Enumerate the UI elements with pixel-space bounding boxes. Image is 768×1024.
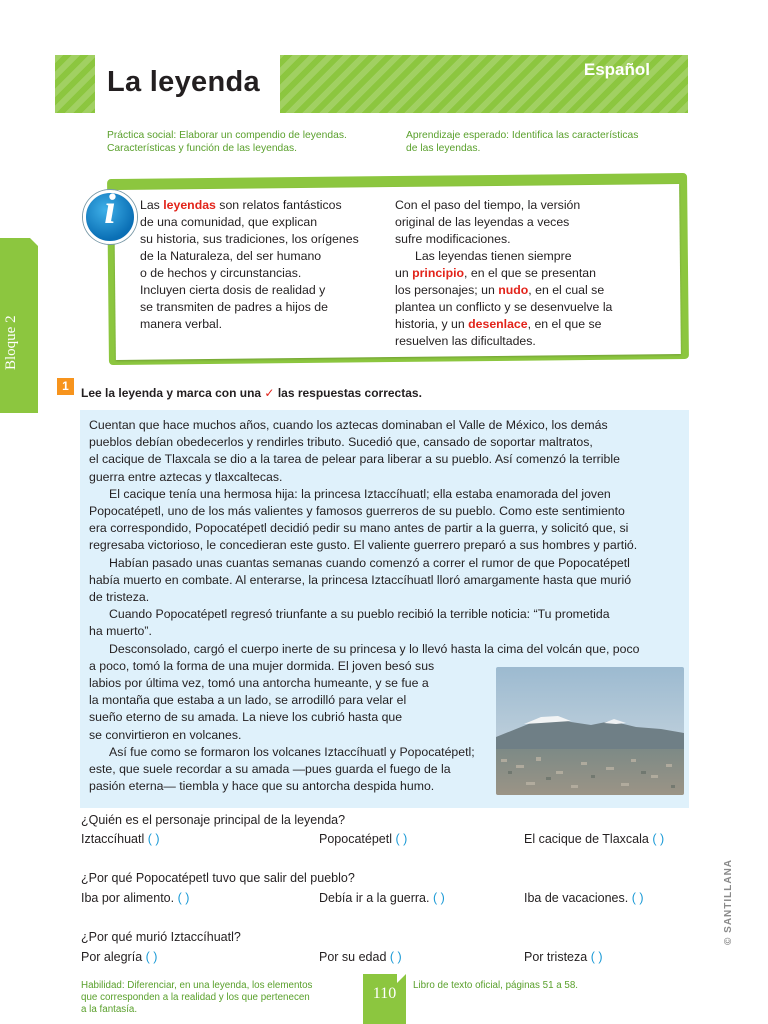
story-line: Cuentan que hace muchos años, cuando los aztecas dominaban el Valle de México, los demás [89, 418, 608, 432]
info-structure [395, 197, 675, 350]
story-line: guerra entre aztecas y tlaxcaltecas. [89, 469, 283, 484]
answer-checkbox[interactable]: ( ) [395, 832, 408, 846]
answer-option [81, 832, 160, 846]
story-line: sueño eterno de su amada. La nieve los cubrió hasta que [89, 710, 403, 725]
text-line: Con el paso del tiempo, la versión [395, 198, 581, 212]
story-line: labios por última vez, tomó una antorcha humeante, y se fue a [89, 676, 429, 691]
answer-label: Debía ir a la guerra. [319, 891, 430, 905]
text: historia, y un [395, 317, 469, 331]
meta-right-line: Aprendizaje esperado: Identifica las características [406, 130, 639, 141]
text-line: su historia, sus tradiciones, los orígenes [140, 232, 359, 246]
answer-checkbox[interactable]: ( ) [177, 891, 190, 905]
text-line: se transmiten de padres a hijos de [140, 300, 328, 314]
text-line: original de las leyendas a veces [395, 215, 570, 229]
volcanoes-illustration [496, 667, 684, 795]
textbook-reference: Libro de texto oficial, páginas 51 a 58. [413, 980, 579, 991]
block-tab-fold [30, 238, 38, 246]
exercise-instruction [81, 386, 422, 400]
answer-option [319, 950, 402, 964]
text-line: Incluyen cierta dosis de realidad y [140, 283, 326, 297]
volcanoes-photo [496, 667, 684, 795]
skill-line: a la fantasía. [81, 1003, 138, 1015]
answer-option [319, 891, 445, 905]
answer-option [524, 832, 664, 846]
story-line: ha muerto”. [89, 624, 152, 639]
text: , en el cual se [528, 283, 605, 297]
text-line: sufre modificaciones. [395, 232, 511, 246]
question-3: ¿Por qué murió Iztaccíhuatl? [81, 930, 241, 944]
story-line: Popocatépetl, uno de los más valientes y famosos guerreros de su pueblo. Como este sentimiento [89, 504, 625, 519]
keyword-principio: principio [412, 266, 465, 280]
story-line: Cuando Popocatépetl regresó triunfante a su pueblo recibió la terrible noticia: “Tu prometida [109, 607, 610, 622]
answer-label: El cacique de Tlaxcala [524, 832, 649, 846]
answer-label: Iba por alimento. [81, 891, 175, 905]
answer-option [319, 832, 407, 846]
text: las respuestas correctas. [274, 386, 422, 400]
answer-option [524, 891, 644, 905]
story-line: se convirtieron en volcanes. [89, 727, 242, 742]
story-line: pueblos debían obedecerlos y rendirles tributo. Sucedió que, cansado de soportar maltratos, [89, 435, 593, 450]
text-line: manera verbal. [140, 317, 223, 331]
info-definition [140, 197, 390, 333]
text: un [395, 266, 413, 280]
meta-left-line: Características y función de las leyendas. [107, 142, 298, 154]
story-line: Desconsolado, cargó el cuerpo inerte de su princesa y lo llevó hasta la cima del volcán que, poco [109, 641, 640, 656]
story-line: de tristeza. [89, 590, 150, 605]
story-line: era correspondido, Popocatépetl decidió pedir su mano antes de partir a la guerra, y solicitó que, si [89, 521, 629, 536]
story-line: este, que suele recordar a su amada —pues guarda el fuego de la [89, 762, 451, 777]
skill-line: que corresponden a la realidad y los que pertenecen [81, 991, 310, 1003]
story-line: había muerto en combate. Al enterarse, la princesa Iztaccíhuatl lloró amargamente hasta que murió [89, 572, 632, 587]
page-title: La leyenda [107, 66, 260, 98]
meta-left-line: Práctica social: Elaborar un compendio de leyendas. [107, 130, 347, 141]
text-line: de una comunidad, que explican [140, 215, 318, 229]
answer-label: Por alegría [81, 950, 143, 964]
answer-checkbox[interactable]: ( ) [389, 950, 402, 964]
answer-checkbox[interactable]: ( ) [652, 832, 665, 846]
meta-right-line: de las leyendas. [406, 142, 481, 154]
block-tab-label: Bloque 2 [3, 315, 19, 370]
answer-option [81, 891, 189, 905]
keyword-leyendas: leyendas [163, 198, 216, 212]
answer-checkbox[interactable]: ( ) [432, 891, 445, 905]
subject-label: Español [583, 60, 650, 79]
text: , en el que se presentan [464, 266, 596, 280]
checkmark-icon: ✓ [264, 386, 275, 400]
story-line: Así fue como se formaron los volcanes Iztaccíhuatl y Popocatépetl; [109, 744, 475, 759]
answer-label: Por su edad [319, 950, 387, 964]
answer-checkbox[interactable]: ( ) [145, 950, 158, 964]
skill-note [81, 980, 361, 1015]
text-line: o de hechos y circunstancias. [140, 266, 302, 280]
question-1: ¿Quién es el personaje principal de la leyenda? [81, 813, 346, 827]
story-line: regresaba victorioso, le concedieran este gusto. El valiente guerrero preparó a sus hombres y partió. [89, 538, 638, 553]
story-line: El cacique tenía una hermosa hija: la princesa Iztaccíhuatl; ella estaba enamorada del joven [109, 486, 611, 501]
text: son relatos fantásticos [215, 198, 342, 212]
skill-line: Habilidad: Diferenciar, en una leyenda, los elementos [81, 980, 313, 991]
answer-label: Por tristeza [524, 950, 588, 964]
social-practice [107, 130, 347, 155]
answer-label: Popocatépetl [319, 832, 392, 846]
story-line: el cacique de Tlaxcala se dio a la tarea de pelear para liberar a su pueblo. Así comenzó la terrible [89, 452, 620, 467]
info-icon-glyph: i [104, 187, 116, 233]
expected-learning [406, 130, 638, 155]
answer-option [81, 950, 157, 964]
answer-option [524, 950, 603, 964]
publisher-mark: © SANTILLANA [723, 858, 734, 945]
story-line: a poco, tomó la forma de una mujer dormida. El joven besó sus [89, 658, 435, 673]
text-line: plantea un conflicto y se desenvuelve la [395, 300, 613, 314]
answer-label: Iba de vacaciones. [524, 891, 629, 905]
story-line: la montaña que estaba a un lado, se arrodilló para velar el [89, 693, 407, 708]
text: los personajes; un [395, 283, 499, 297]
text: Lee la leyenda y marca con una [81, 386, 265, 400]
text-line: de la Naturaleza, del ser humano [140, 249, 322, 263]
text-line: Las leyendas tienen siempre [415, 249, 572, 263]
story-line: Habían pasado unas cuantas semanas cuando comenzó a correr el rumor de que Popocatépetl [109, 555, 630, 570]
page-number-fold [397, 974, 406, 983]
text-line: resuelven las dificultades. [395, 334, 536, 348]
answer-label: Iztaccíhuatl [81, 832, 145, 846]
question-2: ¿Por qué Popocatépetl tuvo que salir del pueblo? [81, 871, 355, 885]
keyword-desenlace: desenlace [468, 317, 528, 331]
answer-checkbox[interactable]: ( ) [631, 891, 644, 905]
page-number: 110 [372, 985, 397, 1002]
exercise-number: 1 [57, 378, 74, 395]
text: Las [140, 198, 164, 212]
keyword-nudo: nudo [498, 283, 529, 297]
answer-checkbox[interactable]: ( ) [147, 832, 160, 846]
story-line: pasión eterna— tiembla y hace que su antorcha despida humo. [89, 779, 435, 794]
answer-checkbox[interactable]: ( ) [590, 950, 603, 964]
text: , en el que se [527, 317, 602, 331]
